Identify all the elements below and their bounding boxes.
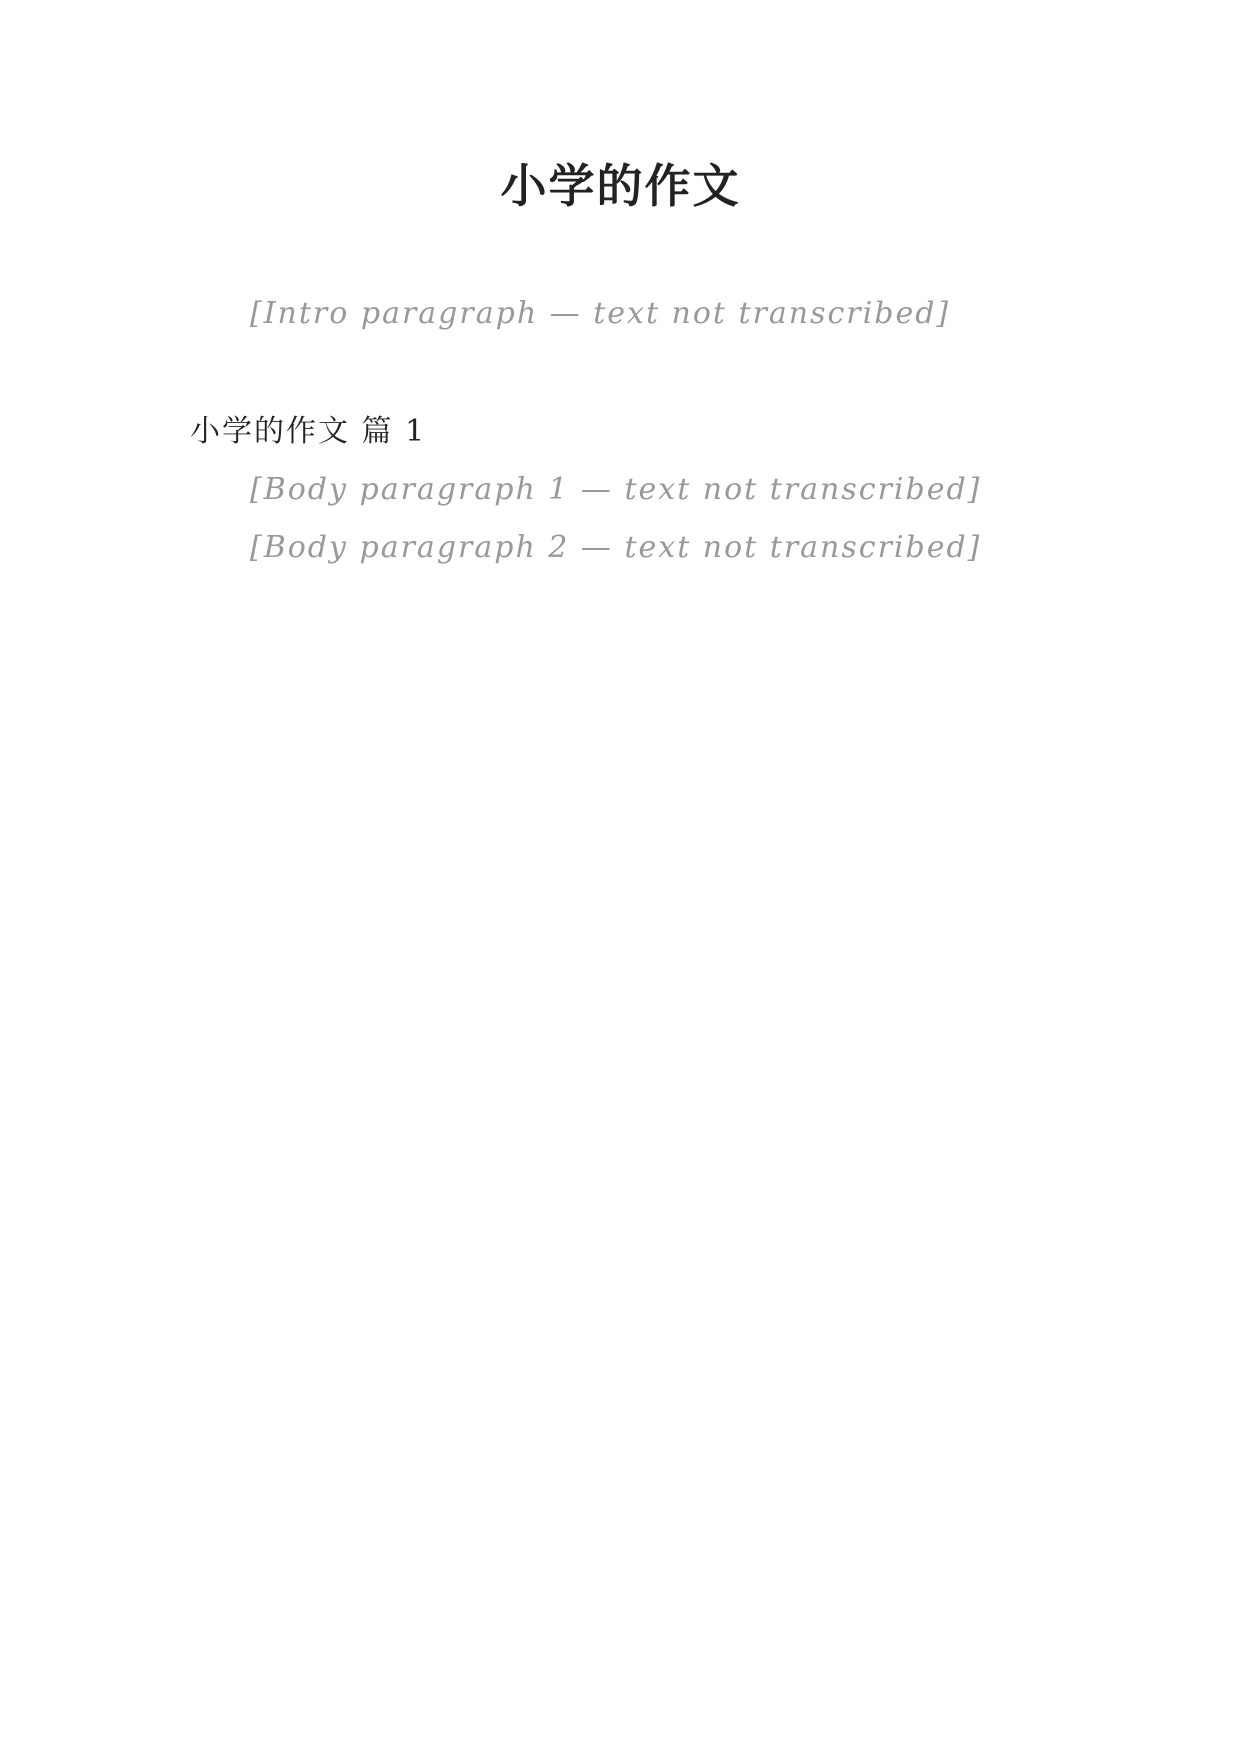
body-paragraph-1: [Body paragraph 1 — text not transcribed] — [250, 472, 982, 507]
intro-paragraph: [Intro paragraph — text not transcribed] — [250, 296, 951, 331]
section-heading: 小学的作文 篇 1 — [190, 414, 427, 449]
document-body — [190, 285, 1050, 577]
body-paragraph-2: [Body paragraph 2 — text not transcribed] — [250, 530, 982, 565]
document-title: 小学的作文 — [500, 159, 741, 213]
